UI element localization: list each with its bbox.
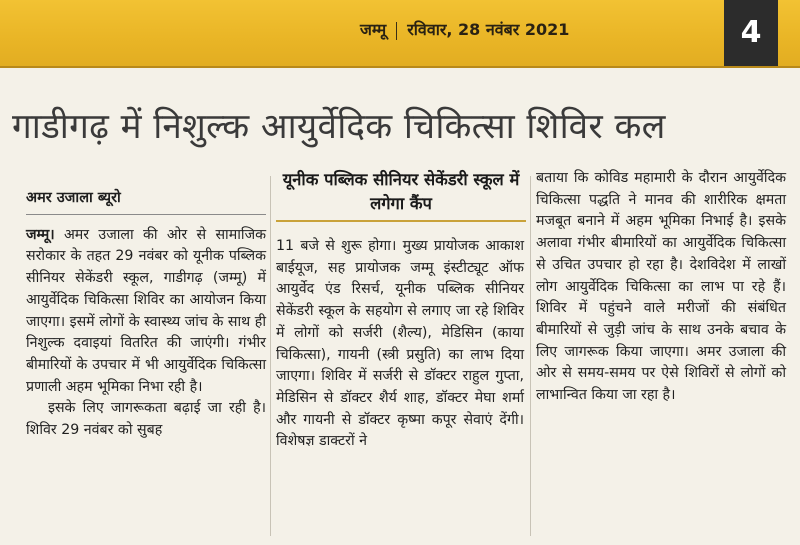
article-column-1 [26, 188, 266, 442]
column-1-text-1: अमर उजाला की ओर से सामाजिक सरोकार के तहत 29 नवंबर को यूनीक पब्लिक सीनियर सेकेंडरी स्कूल, गाडीगढ़ (जम्मू) में आयुर्वेदिक चिकित्सा शिविर का आयोजन किया जाएगा। इसमें लोगों के स्वास्थ्य जांच के साथ ही निशुल्क दवाइयां वितरित की जाएंगी। गंभीर बीमारियों के उपचार में भी आयुर्वेदिक चिकित्सा प्रणाली अहम भूमिका निभा रही है। [26, 226, 266, 395]
article-column-3 [536, 168, 786, 407]
masthead-city: जम्मू [360, 20, 387, 39]
article-headline: गाडीगढ़ में निशुल्क आयुर्वेदिक चिकित्सा शिविर कल [12, 107, 666, 147]
page-number: 4 [740, 15, 762, 50]
masthead-band [0, 0, 800, 68]
page-number-box [724, 0, 778, 66]
column-1-paragraph-2: इसके लिए जागरूकता बढ़ाई जा रही है। शिविर 29 नवंबर को सुबह [26, 400, 266, 439]
column-divider [530, 176, 531, 536]
column-divider [270, 176, 271, 536]
column-2-text: 11 बजे से शुरू होगा। मुख्य प्रायोजक आकाश बाईयूज, सह प्रायोजक जम्मू इंस्टीट्यूट ऑफ आयुर्वेद एंड रिसर्च, यूनीक पब्लिक सीनियर सेकेंडरी स्कूल के सहयोग से लगाए जा रहे शिविर में लोगों को सर्जरी (शैल्य), मेडिसिन (काया चिकित्सा), गायनी (स्त्री प्रसुति) का लाभ दिया जाएगा। शिविर में सर्जरी से डॉक्टर राहुल गुप्ता, मेडिसिन से डॉक्टर शैर्य शाह, डॉक्टर मेघा शर्मा और गायनी से डॉक्टर कृष्मा कपूर सेवाएं देंगी। विशेषज्ञ डाक्टरों ने [276, 238, 524, 450]
dateline-separator [396, 22, 397, 40]
column-3-text: बताया कि कोविड महामारी के दौरान आयुर्वेदिक चिकित्सा पद्धति ने मानव की शारीरिक क्षमता मजबूत बनाने में अहम भूमिका निभाई है। इसके अलावा गंभीर बीमारियों का आयुर्वेदिक चिकित्सा से उचित उपचार हो रहा है। देशविदेश में लाखों लोग आयुर्वेदिक चिकित्सा का लाभ पा रहे हैं। शिविर में पहुंचने वाले मरीजों की संबंधित बीमारियों से जुड़ी जांच के साथ उनके बचाव के लिए जागरूक किया जाएगा। अमर उजाला की ओर से समय-समय पर ऐसे शिविरों से लोगों को लाभान्वित किया जा रहा है। [536, 170, 786, 404]
article-subheadline: यूनीक पब्लिक सीनियर सेकेंडरी स्कूल में लगेगा कैंप [276, 168, 526, 222]
masthead-date: रविवार, 28 नवंबर 2021 [407, 20, 570, 39]
dateline [360, 18, 569, 40]
byline: अमर उजाला ब्यूरो [26, 188, 266, 215]
dateline-lead: जम्मू। [26, 226, 55, 243]
article-column-2 [276, 236, 524, 453]
column-1-paragraph-1 [26, 225, 266, 399]
